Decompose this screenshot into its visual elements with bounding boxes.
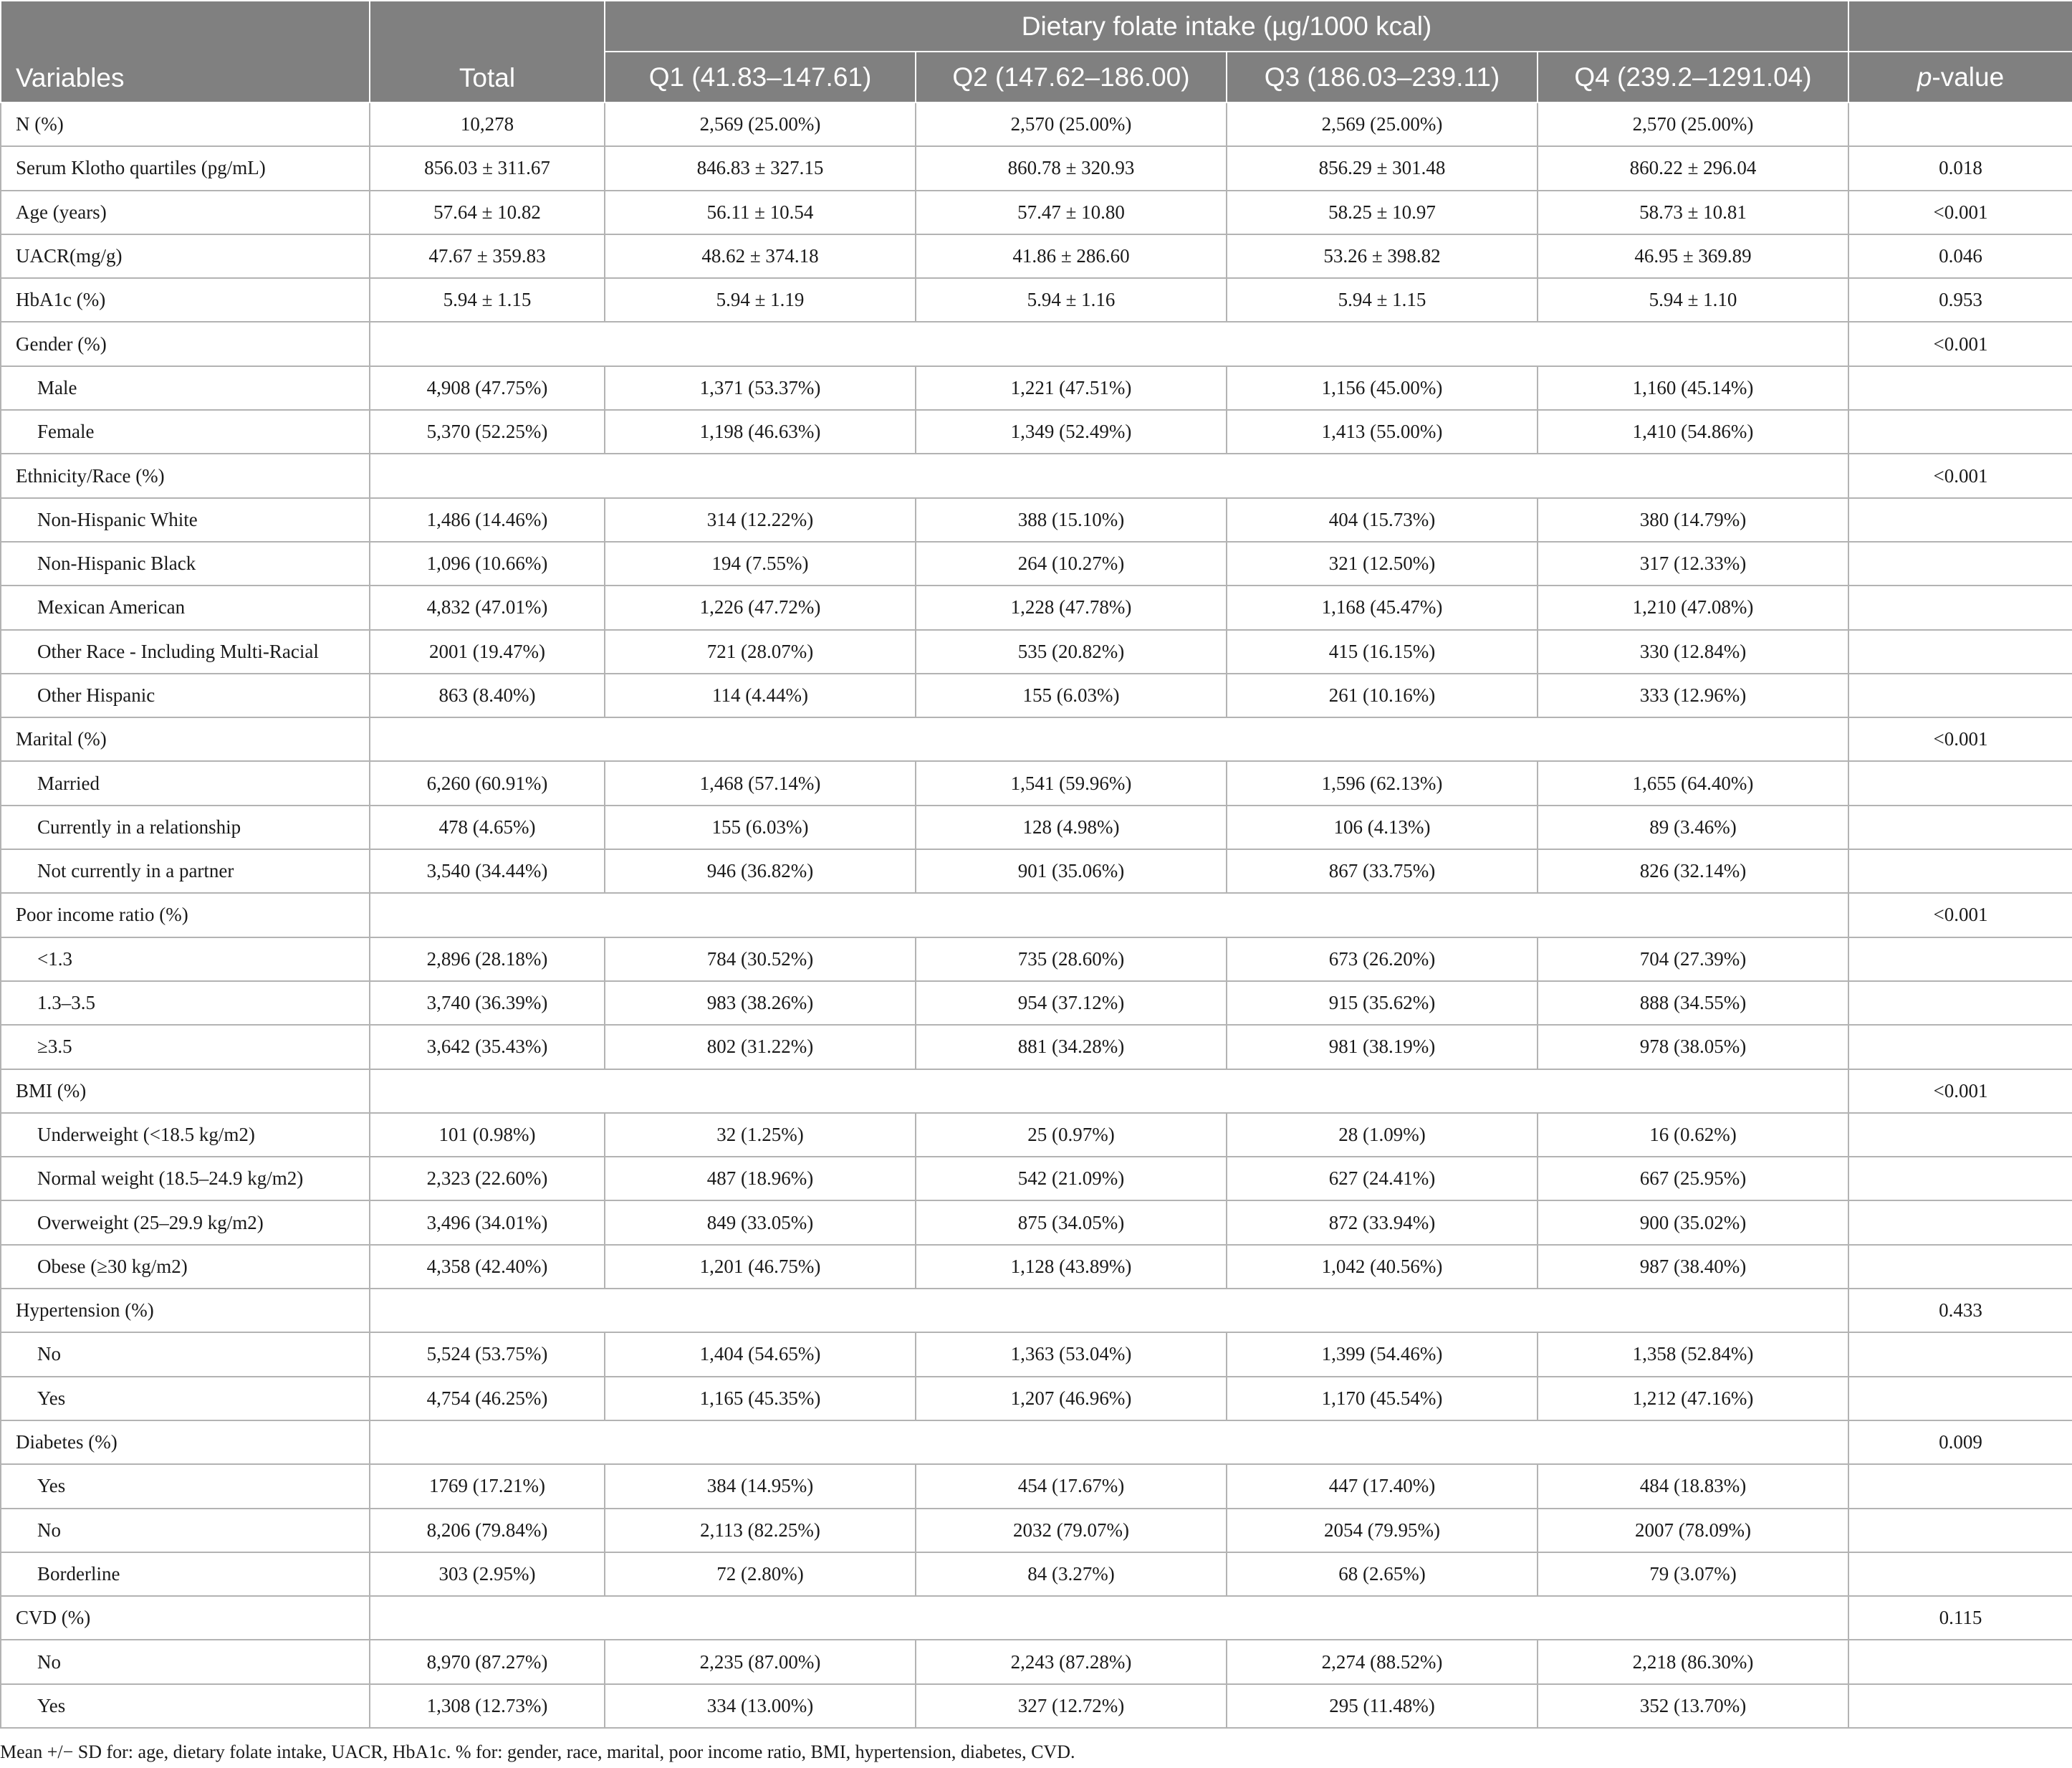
- table-row: [1, 410, 2072, 454]
- cell-q2: 1,128 (43.89%): [916, 1245, 1227, 1289]
- cell-q2: 1,228 (47.78%): [916, 586, 1227, 629]
- cell-q4: 1,655 (64.40%): [1538, 761, 1848, 805]
- cell-q1: 2,235 (87.00%): [605, 1640, 916, 1683]
- cell-q3: 1,170 (45.54%): [1227, 1377, 1538, 1420]
- cell-q1: 114 (4.44%): [605, 674, 916, 717]
- cell-total: 4,908 (47.75%): [370, 366, 605, 410]
- cell-total: 57.64 ± 10.82: [370, 191, 605, 234]
- section-label: CVD (%): [1, 1596, 370, 1640]
- row-label: Yes: [1, 1684, 370, 1728]
- table-row: [1, 234, 2072, 278]
- cell-total: 101 (0.98%): [370, 1113, 605, 1157]
- table-row: [1, 937, 2072, 981]
- header-q2: Q2 (147.62–186.00): [916, 52, 1227, 102]
- table-footnote: Mean +/− SD for: age, dietary folate intake, UACR, HbA1c. % for: gender, race, marital, poor income ratio, BMI, hypertension, diabetes, CVD.: [0, 1741, 1075, 1762]
- cell-q1: 983 (38.26%): [605, 981, 916, 1025]
- cell-p-value: [1848, 1509, 2072, 1552]
- cell-q4: 2,570 (25.00%): [1538, 102, 1848, 146]
- row-label: Obese (≥30 kg/m2): [1, 1245, 370, 1289]
- cell-total: 8,206 (79.84%): [370, 1509, 605, 1552]
- cell-q3: 856.29 ± 301.48: [1227, 146, 1538, 190]
- header-p-rest: -value: [1932, 62, 2005, 92]
- cell-q2: 1,541 (59.96%): [916, 761, 1227, 805]
- cell-q1: 1,404 (54.65%): [605, 1332, 916, 1376]
- cell-p-value: [1848, 937, 2072, 981]
- row-label: Other Hispanic: [1, 674, 370, 717]
- cell-p-value: [1848, 586, 2072, 629]
- cell-p-value: [1848, 1200, 2072, 1244]
- cell-q3: 1,042 (40.56%): [1227, 1245, 1538, 1289]
- cell-q3: 981 (38.19%): [1227, 1025, 1538, 1069]
- cell-q2: 264 (10.27%): [916, 542, 1227, 586]
- cell-total: 1,486 (14.46%): [370, 498, 605, 542]
- cell-total: 303 (2.95%): [370, 1552, 605, 1596]
- cell-q3: 1,399 (54.46%): [1227, 1332, 1538, 1376]
- row-label: N (%): [1, 102, 370, 146]
- table-row: [1, 366, 2072, 410]
- row-label: Non-Hispanic Black: [1, 542, 370, 586]
- section-row: [1, 1596, 2072, 1640]
- row-label: Female: [1, 410, 370, 454]
- table-row: [1, 1332, 2072, 1376]
- cell-q4: 704 (27.39%): [1538, 937, 1848, 981]
- cell-p-value: <0.001: [1848, 191, 2072, 234]
- cell-q3: 1,596 (62.13%): [1227, 761, 1538, 805]
- cell-q4: 16 (0.62%): [1538, 1113, 1848, 1157]
- table-row: [1, 191, 2072, 234]
- cell-total: 8,970 (87.27%): [370, 1640, 605, 1683]
- cell-q3: 915 (35.62%): [1227, 981, 1538, 1025]
- section-spacer: [370, 893, 1848, 937]
- cell-total: 6,260 (60.91%): [370, 761, 605, 805]
- cell-p-value: [1848, 498, 2072, 542]
- cell-total: 1,308 (12.73%): [370, 1684, 605, 1728]
- cell-total: 10,278: [370, 102, 605, 146]
- cell-q2: 84 (3.27%): [916, 1552, 1227, 1596]
- table-row: [1, 1200, 2072, 1244]
- cell-q2: 2,243 (87.28%): [916, 1640, 1227, 1683]
- row-label: Non-Hispanic White: [1, 498, 370, 542]
- cell-q1: 802 (31.22%): [605, 1025, 916, 1069]
- cell-q3: 321 (12.50%): [1227, 542, 1538, 586]
- table-row: [1, 1025, 2072, 1069]
- cell-total: 2001 (19.47%): [370, 630, 605, 674]
- cell-q4: 2,218 (86.30%): [1538, 1640, 1848, 1683]
- cell-p-value: [1848, 761, 2072, 805]
- cell-p-value: [1848, 1332, 2072, 1376]
- cell-p-value: [1848, 1552, 2072, 1596]
- cell-q4: 79 (3.07%): [1538, 1552, 1848, 1596]
- table-row: [1, 102, 2072, 146]
- section-row: [1, 322, 2072, 365]
- cell-q3: 2054 (79.95%): [1227, 1509, 1538, 1552]
- cell-q2: 735 (28.60%): [916, 937, 1227, 981]
- cell-q1: 48.62 ± 374.18: [605, 234, 916, 278]
- table-row: [1, 1509, 2072, 1552]
- cell-q2: 128 (4.98%): [916, 806, 1227, 849]
- cell-q3: 415 (16.15%): [1227, 630, 1538, 674]
- row-label: Underweight (<18.5 kg/m2): [1, 1113, 370, 1157]
- cell-p-value: <0.001: [1848, 1069, 2072, 1113]
- row-label: ≥3.5: [1, 1025, 370, 1069]
- cell-q1: 946 (36.82%): [605, 849, 916, 893]
- cell-p-value: [1848, 630, 2072, 674]
- cell-total: 5,370 (52.25%): [370, 410, 605, 454]
- table-row: [1, 1245, 2072, 1289]
- cell-q2: 327 (12.72%): [916, 1684, 1227, 1728]
- cell-q3: 106 (4.13%): [1227, 806, 1538, 849]
- section-label: Gender (%): [1, 322, 370, 365]
- header-variables: Variables: [1, 1, 370, 102]
- cell-q1: 56.11 ± 10.54: [605, 191, 916, 234]
- table-row: [1, 1552, 2072, 1596]
- cell-q4: 826 (32.14%): [1538, 849, 1848, 893]
- cell-q2: 2032 (79.07%): [916, 1509, 1227, 1552]
- cell-p-value: [1848, 102, 2072, 146]
- cell-q1: 2,113 (82.25%): [605, 1509, 916, 1552]
- row-label: UACR(mg/g): [1, 234, 370, 278]
- table-row: [1, 498, 2072, 542]
- header-q1: Q1 (41.83–147.61): [605, 52, 916, 102]
- section-row: [1, 717, 2072, 761]
- table-row: [1, 1113, 2072, 1157]
- cell-q2: 388 (15.10%): [916, 498, 1227, 542]
- row-label: Other Race - Including Multi-Racial: [1, 630, 370, 674]
- cell-total: 3,540 (34.44%): [370, 849, 605, 893]
- table-header: [1, 1, 2072, 102]
- row-label: Mexican American: [1, 586, 370, 629]
- cell-q1: 1,198 (46.63%): [605, 410, 916, 454]
- row-label: Serum Klotho quartiles (pg/mL): [1, 146, 370, 190]
- row-label: Married: [1, 761, 370, 805]
- cell-p-value: <0.001: [1848, 717, 2072, 761]
- cell-q3: 1,413 (55.00%): [1227, 410, 1538, 454]
- section-spacer: [370, 717, 1848, 761]
- cell-total: 5.94 ± 1.15: [370, 278, 605, 322]
- cell-p-value: [1848, 1113, 2072, 1157]
- cell-q2: 1,363 (53.04%): [916, 1332, 1227, 1376]
- cell-q3: 28 (1.09%): [1227, 1113, 1538, 1157]
- table-row: [1, 674, 2072, 717]
- cell-q2: 41.86 ± 286.60: [916, 234, 1227, 278]
- row-label: <1.3: [1, 937, 370, 981]
- cell-total: 3,496 (34.01%): [370, 1200, 605, 1244]
- section-spacer: [370, 1420, 1848, 1464]
- cell-q4: 46.95 ± 369.89: [1538, 234, 1848, 278]
- cell-q1: 384 (14.95%): [605, 1464, 916, 1508]
- cell-q4: 330 (12.84%): [1538, 630, 1848, 674]
- section-spacer: [370, 1289, 1848, 1332]
- cell-q2: 881 (34.28%): [916, 1025, 1227, 1069]
- cell-total: 4,754 (46.25%): [370, 1377, 605, 1420]
- cell-q2: 1,207 (46.96%): [916, 1377, 1227, 1420]
- cell-q3: 447 (17.40%): [1227, 1464, 1538, 1508]
- cell-total: 863 (8.40%): [370, 674, 605, 717]
- cell-q2: 5.94 ± 1.16: [916, 278, 1227, 322]
- cell-total: 47.67 ± 359.83: [370, 234, 605, 278]
- table-row: [1, 806, 2072, 849]
- cell-total: 2,323 (22.60%): [370, 1157, 605, 1200]
- table-row: [1, 542, 2072, 586]
- cell-q3: 404 (15.73%): [1227, 498, 1538, 542]
- section-label: Diabetes (%): [1, 1420, 370, 1464]
- section-spacer: [370, 1069, 1848, 1113]
- header-q4: Q4 (239.2–1291.04): [1538, 52, 1848, 102]
- cell-p-value: [1848, 1025, 2072, 1069]
- cell-q1: 194 (7.55%): [605, 542, 916, 586]
- cell-q3: 295 (11.48%): [1227, 1684, 1538, 1728]
- header-p-italic: p: [1917, 62, 1932, 92]
- cell-q4: 1,212 (47.16%): [1538, 1377, 1848, 1420]
- cell-q2: 1,221 (47.51%): [916, 366, 1227, 410]
- cell-q4: 317 (12.33%): [1538, 542, 1848, 586]
- cell-q2: 860.78 ± 320.93: [916, 146, 1227, 190]
- cell-q1: 32 (1.25%): [605, 1113, 916, 1157]
- cell-p-value: [1848, 366, 2072, 410]
- cell-q4: 89 (3.46%): [1538, 806, 1848, 849]
- cell-q3: 872 (33.94%): [1227, 1200, 1538, 1244]
- row-label: Male: [1, 366, 370, 410]
- cell-total: 5,524 (53.75%): [370, 1332, 605, 1376]
- row-label: No: [1, 1509, 370, 1552]
- table-row: [1, 1464, 2072, 1508]
- cell-total: 4,832 (47.01%): [370, 586, 605, 629]
- cell-q3: 627 (24.41%): [1227, 1157, 1538, 1200]
- section-spacer: [370, 454, 1848, 497]
- cell-q2: 25 (0.97%): [916, 1113, 1227, 1157]
- cell-q3: 2,274 (88.52%): [1227, 1640, 1538, 1683]
- cell-q1: 314 (12.22%): [605, 498, 916, 542]
- cell-q4: 888 (34.55%): [1538, 981, 1848, 1025]
- cell-q4: 333 (12.96%): [1538, 674, 1848, 717]
- row-label: Currently in a relationship: [1, 806, 370, 849]
- cell-q3: 261 (10.16%): [1227, 674, 1538, 717]
- cell-p-value: [1848, 410, 2072, 454]
- cell-p-value: 0.046: [1848, 234, 2072, 278]
- cell-total: 478 (4.65%): [370, 806, 605, 849]
- section-label: Ethnicity/Race (%): [1, 454, 370, 497]
- cell-p-value: [1848, 1464, 2072, 1508]
- cell-q2: 57.47 ± 10.80: [916, 191, 1227, 234]
- cell-total: 856.03 ± 311.67: [370, 146, 605, 190]
- row-label: 1.3–3.5: [1, 981, 370, 1025]
- table-row: [1, 1377, 2072, 1420]
- cell-q1: 849 (33.05%): [605, 1200, 916, 1244]
- section-row: [1, 454, 2072, 497]
- cell-q1: 334 (13.00%): [605, 1684, 916, 1728]
- cell-total: 1769 (17.21%): [370, 1464, 605, 1508]
- section-row: [1, 893, 2072, 937]
- table-row: [1, 761, 2072, 805]
- cell-p-value: [1848, 542, 2072, 586]
- cell-q2: 901 (35.06%): [916, 849, 1227, 893]
- cell-q4: 1,410 (54.86%): [1538, 410, 1848, 454]
- table-row: [1, 981, 2072, 1025]
- row-label: Overweight (25–29.9 kg/m2): [1, 1200, 370, 1244]
- cell-p-value: [1848, 1684, 2072, 1728]
- cell-q4: 352 (13.70%): [1538, 1684, 1848, 1728]
- cell-p-value: 0.953: [1848, 278, 2072, 322]
- cell-q1: 155 (6.03%): [605, 806, 916, 849]
- cell-q4: 860.22 ± 296.04: [1538, 146, 1848, 190]
- cell-q4: 1,160 (45.14%): [1538, 366, 1848, 410]
- row-label: Borderline: [1, 1552, 370, 1596]
- cell-q3: 867 (33.75%): [1227, 849, 1538, 893]
- header-group-title: Dietary folate intake (µg/1000 kcal): [605, 1, 1848, 52]
- cell-q2: 454 (17.67%): [916, 1464, 1227, 1508]
- cell-q3: 68 (2.65%): [1227, 1552, 1538, 1596]
- cell-q1: 784 (30.52%): [605, 937, 916, 981]
- cell-total: 3,740 (36.39%): [370, 981, 605, 1025]
- cell-q4: 5.94 ± 1.10: [1538, 278, 1848, 322]
- section-label: BMI (%): [1, 1069, 370, 1113]
- cell-p-value: [1848, 1157, 2072, 1200]
- cell-q3: 673 (26.20%): [1227, 937, 1538, 981]
- cell-q1: 2,569 (25.00%): [605, 102, 916, 146]
- cell-p-value: [1848, 1640, 2072, 1683]
- header-q3: Q3 (186.03–239.11): [1227, 52, 1538, 102]
- table-row: [1, 586, 2072, 629]
- cell-p-value: 0.009: [1848, 1420, 2072, 1464]
- cell-q4: 484 (18.83%): [1538, 1464, 1848, 1508]
- header-total: Total: [370, 1, 605, 102]
- header-blank-cell: [1848, 1, 2072, 52]
- cell-p-value: [1848, 674, 2072, 717]
- cell-q4: 978 (38.05%): [1538, 1025, 1848, 1069]
- cell-total: 4,358 (42.40%): [370, 1245, 605, 1289]
- row-label: Normal weight (18.5–24.9 kg/m2): [1, 1157, 370, 1200]
- row-label: Not currently in a partner: [1, 849, 370, 893]
- cell-q4: 987 (38.40%): [1538, 1245, 1848, 1289]
- cell-p-value: 0.115: [1848, 1596, 2072, 1640]
- cell-q4: 1,358 (52.84%): [1538, 1332, 1848, 1376]
- cell-q4: 58.73 ± 10.81: [1538, 191, 1848, 234]
- cell-q1: 5.94 ± 1.19: [605, 278, 916, 322]
- row-label: HbA1c (%): [1, 278, 370, 322]
- cell-p-value: [1848, 849, 2072, 893]
- cell-q1: 72 (2.80%): [605, 1552, 916, 1596]
- section-spacer: [370, 1596, 1848, 1640]
- cell-q3: 53.26 ± 398.82: [1227, 234, 1538, 278]
- cell-total: 1,096 (10.66%): [370, 542, 605, 586]
- cell-q3: 1,168 (45.47%): [1227, 586, 1538, 629]
- cell-total: 3,642 (35.43%): [370, 1025, 605, 1069]
- table-row: [1, 146, 2072, 190]
- cell-q1: 1,226 (47.72%): [605, 586, 916, 629]
- section-label: Hypertension (%): [1, 1289, 370, 1332]
- section-row: [1, 1289, 2072, 1332]
- table-row: [1, 278, 2072, 322]
- section-row: [1, 1069, 2072, 1113]
- cell-q1: 1,371 (53.37%): [605, 366, 916, 410]
- cell-q3: 2,569 (25.00%): [1227, 102, 1538, 146]
- section-spacer: [370, 322, 1848, 365]
- cell-p-value: [1848, 981, 2072, 1025]
- table-row: [1, 1640, 2072, 1683]
- section-row: [1, 1420, 2072, 1464]
- cell-q2: 535 (20.82%): [916, 630, 1227, 674]
- cell-q4: 380 (14.79%): [1538, 498, 1848, 542]
- cell-q1: 721 (28.07%): [605, 630, 916, 674]
- cell-q4: 667 (25.95%): [1538, 1157, 1848, 1200]
- cell-q4: 1,210 (47.08%): [1538, 586, 1848, 629]
- table-body: [1, 102, 2072, 1728]
- cell-q1: 1,468 (57.14%): [605, 761, 916, 805]
- cell-q1: 487 (18.96%): [605, 1157, 916, 1200]
- cell-q1: 1,165 (45.35%): [605, 1377, 916, 1420]
- cell-q2: 542 (21.09%): [916, 1157, 1227, 1200]
- row-label: No: [1, 1640, 370, 1683]
- cell-q2: 155 (6.03%): [916, 674, 1227, 717]
- cell-p-value: <0.001: [1848, 454, 2072, 497]
- section-label: Marital (%): [1, 717, 370, 761]
- table-row: [1, 1684, 2072, 1728]
- table-row: [1, 630, 2072, 674]
- cell-q4: 900 (35.02%): [1538, 1200, 1848, 1244]
- table-row: [1, 1157, 2072, 1200]
- cell-q2: 875 (34.05%): [916, 1200, 1227, 1244]
- row-label: Yes: [1, 1377, 370, 1420]
- row-label: Yes: [1, 1464, 370, 1508]
- row-label: Age (years): [1, 191, 370, 234]
- header-row-1: [1, 1, 2072, 52]
- cell-q1: 846.83 ± 327.15: [605, 146, 916, 190]
- cell-q3: 1,156 (45.00%): [1227, 366, 1538, 410]
- cell-p-value: <0.001: [1848, 893, 2072, 937]
- cell-p-value: [1848, 1245, 2072, 1289]
- header-p-value: [1848, 52, 2072, 102]
- cell-q3: 5.94 ± 1.15: [1227, 278, 1538, 322]
- table-row: [1, 849, 2072, 893]
- cell-p-value: <0.001: [1848, 322, 2072, 365]
- cell-p-value: [1848, 1377, 2072, 1420]
- cell-p-value: 0.018: [1848, 146, 2072, 190]
- cell-q4: 2007 (78.09%): [1538, 1509, 1848, 1552]
- row-label: No: [1, 1332, 370, 1376]
- cell-q1: 1,201 (46.75%): [605, 1245, 916, 1289]
- cell-q2: 2,570 (25.00%): [916, 102, 1227, 146]
- cell-p-value: 0.433: [1848, 1289, 2072, 1332]
- cell-q3: 58.25 ± 10.97: [1227, 191, 1538, 234]
- cell-q2: 954 (37.12%): [916, 981, 1227, 1025]
- cell-total: 2,896 (28.18%): [370, 937, 605, 981]
- section-label: Poor income ratio (%): [1, 893, 370, 937]
- cell-p-value: [1848, 806, 2072, 849]
- cell-q2: 1,349 (52.49%): [916, 410, 1227, 454]
